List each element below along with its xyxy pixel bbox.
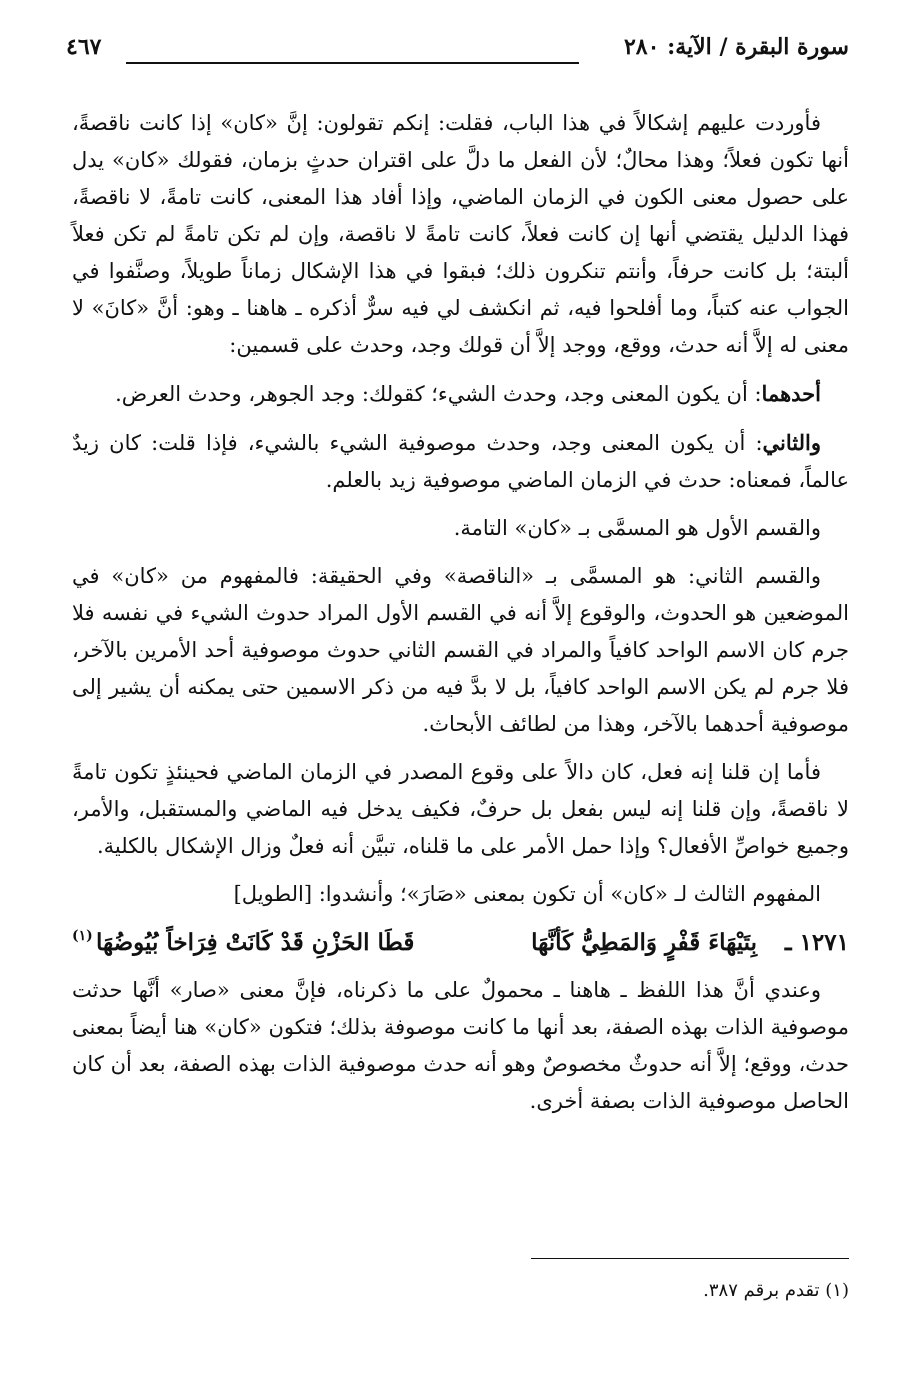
closing-paragraph: وعندي أنَّ هذا اللفظ ـ هاهنا ـ محمولٌ على ما ذكرناه، فإنَّ معنى «صار» أنَّها حدثت موصوفية الذات بهذه الصفة، بعد أنها ما كانت موصوفة بذلك؛ فتكون «كان» هنا أيضاً بمعنى حدث، ووقع؛ إلاَّ أنه حدوثٌ مخصوصٌ وهو أنه حدث موصوفية الذات بهذه الصفة، بعد أن كان الحاصل موصوفية الذات بصفة أخرى. — [72, 978, 849, 1113]
verse-number: ١٢٧١ ـ — [784, 929, 849, 956]
paragraph-3 — [72, 424, 849, 499]
paragraph-2-lead: أحدهما — [761, 381, 821, 406]
verse-first-hemistich: بِتَيْهَاءَ قَفْرٍ وَالمَطِيُّ كَأنَّهَا — [531, 929, 757, 956]
page-header — [66, 30, 849, 72]
paragraph-7: المفهوم الثالث لـ «كان» أن تكون بمعنى «صَارَ»؛ وأنشدوا: [الطويل] — [233, 882, 821, 906]
paragraph-2 — [72, 375, 849, 413]
paragraph-1: فأوردت عليهم إشكالاً في هذا الباب، فقلت: إنكم تقولون: إنَّ «كان» إذا كانت ناقصةً، أنها تكون فعلاً؛ وهذا محالٌ؛ لأن الفعل ما دلَّ على اقتران حدثٍ بزمان، فقولك «كان» يدل على حصول معنى الكون في الزمان الماضي، وإذا أفاد هذا المعنى، كانت تامةً، لا ناقصةً، فهذا الدليل يقتضي أنها إن كانت فعلاً، كانت تامةً لا ناقصة، وإن لم تكن تامةً لم تكن فعلاً ألبتة؛ بل كانت حرفاً، وأنتم تنكرون ذلك؛ فبقوا في هذا الإشكال زماناً طويلاً، وصنَّفوا في الجواب عنه كتباً، وما أفلحوا فيه، ثم انكشف لي فيه سرٌّ أذكره ـ هاهنا ـ وهو: أنَّ «كانَ» لا معنى له إلاَّ أنه حدث، ووقع، ووجد إلاَّ أن قولك وجد، وحدث على قسمين: — [72, 111, 849, 357]
running-title: سورة البقرة / الآية: ٢٨٠ — [623, 34, 849, 60]
paragraph-3-text: : أن يكون المعنى وجد، وحدث موصوفية الشيء بالشيء، فإذا قلت: كان زيدٌ عالماً، فمعناه: حدث في الزمان الماضي موصوفية زيد بالعلم. — [72, 431, 849, 492]
paragraph-3-lead: والثاني — [762, 430, 821, 455]
paragraph-4: والقسم الأول هو المسمَّى بـ «كان» التامة. — [453, 516, 821, 540]
poetry-verse — [72, 924, 849, 961]
footnote-rule — [531, 1258, 849, 1259]
footnote: (١) تقدم برقم ٣٨٧. — [703, 1280, 849, 1301]
header-rule — [126, 62, 579, 64]
verse-second-hemistich: قَطَا الحَزْنِ قَدْ كَانَتْ فِرَاخاً بُيُوضُهَا — [96, 929, 415, 956]
paragraph-5: والقسم الثاني: هو المسمَّى بـ «الناقصة» وفي الحقيقة: فالمفهوم من «كان» في الموضعين هو الحدوث، والوقوع إلاَّ أنه في القسم الأول المراد حدوث الشيء في نفسه فلا جرم كان الاسم الواحد كافياً والمراد في القسم الثاني حدوث موصوفية أحد الأمرين بالآخر، فلا جرم لم يكن الاسم الواحد كافياً، بل لا بدَّ فيه من ذكر الاسمين حتى يمكنه أن يشير إلى موصوفية أحدهما بالآخر، وهذا من لطائف الأبحاث. — [72, 564, 849, 736]
paragraph-2-text: : أن يكون المعنى وجد، وحدث الشيء؛ كقولك: وجد الجوهر، وحدث العرض. — [115, 382, 762, 406]
footnote-marker: (١) — [72, 928, 93, 944]
main-text — [72, 105, 849, 1131]
paragraph-6: فأما إن قلنا إنه فعل، كان دالاً على وقوع المصدر في الزمان الماضي فحينئذٍ تكون تامةً لا ناقصةً، وإن قلنا إنه ليس بفعل بل حرفٌ، فكيف يدخل فيه الماضي والمستقبل، والأمر، وجميع خواصِّ الأفعال؟ وإذا حمل الأمر على ما قلناه، تبيَّن أنه فعلٌ وزال الإشكال بالكلية. — [72, 760, 849, 858]
page-number: ٤٦٧ — [66, 34, 102, 60]
